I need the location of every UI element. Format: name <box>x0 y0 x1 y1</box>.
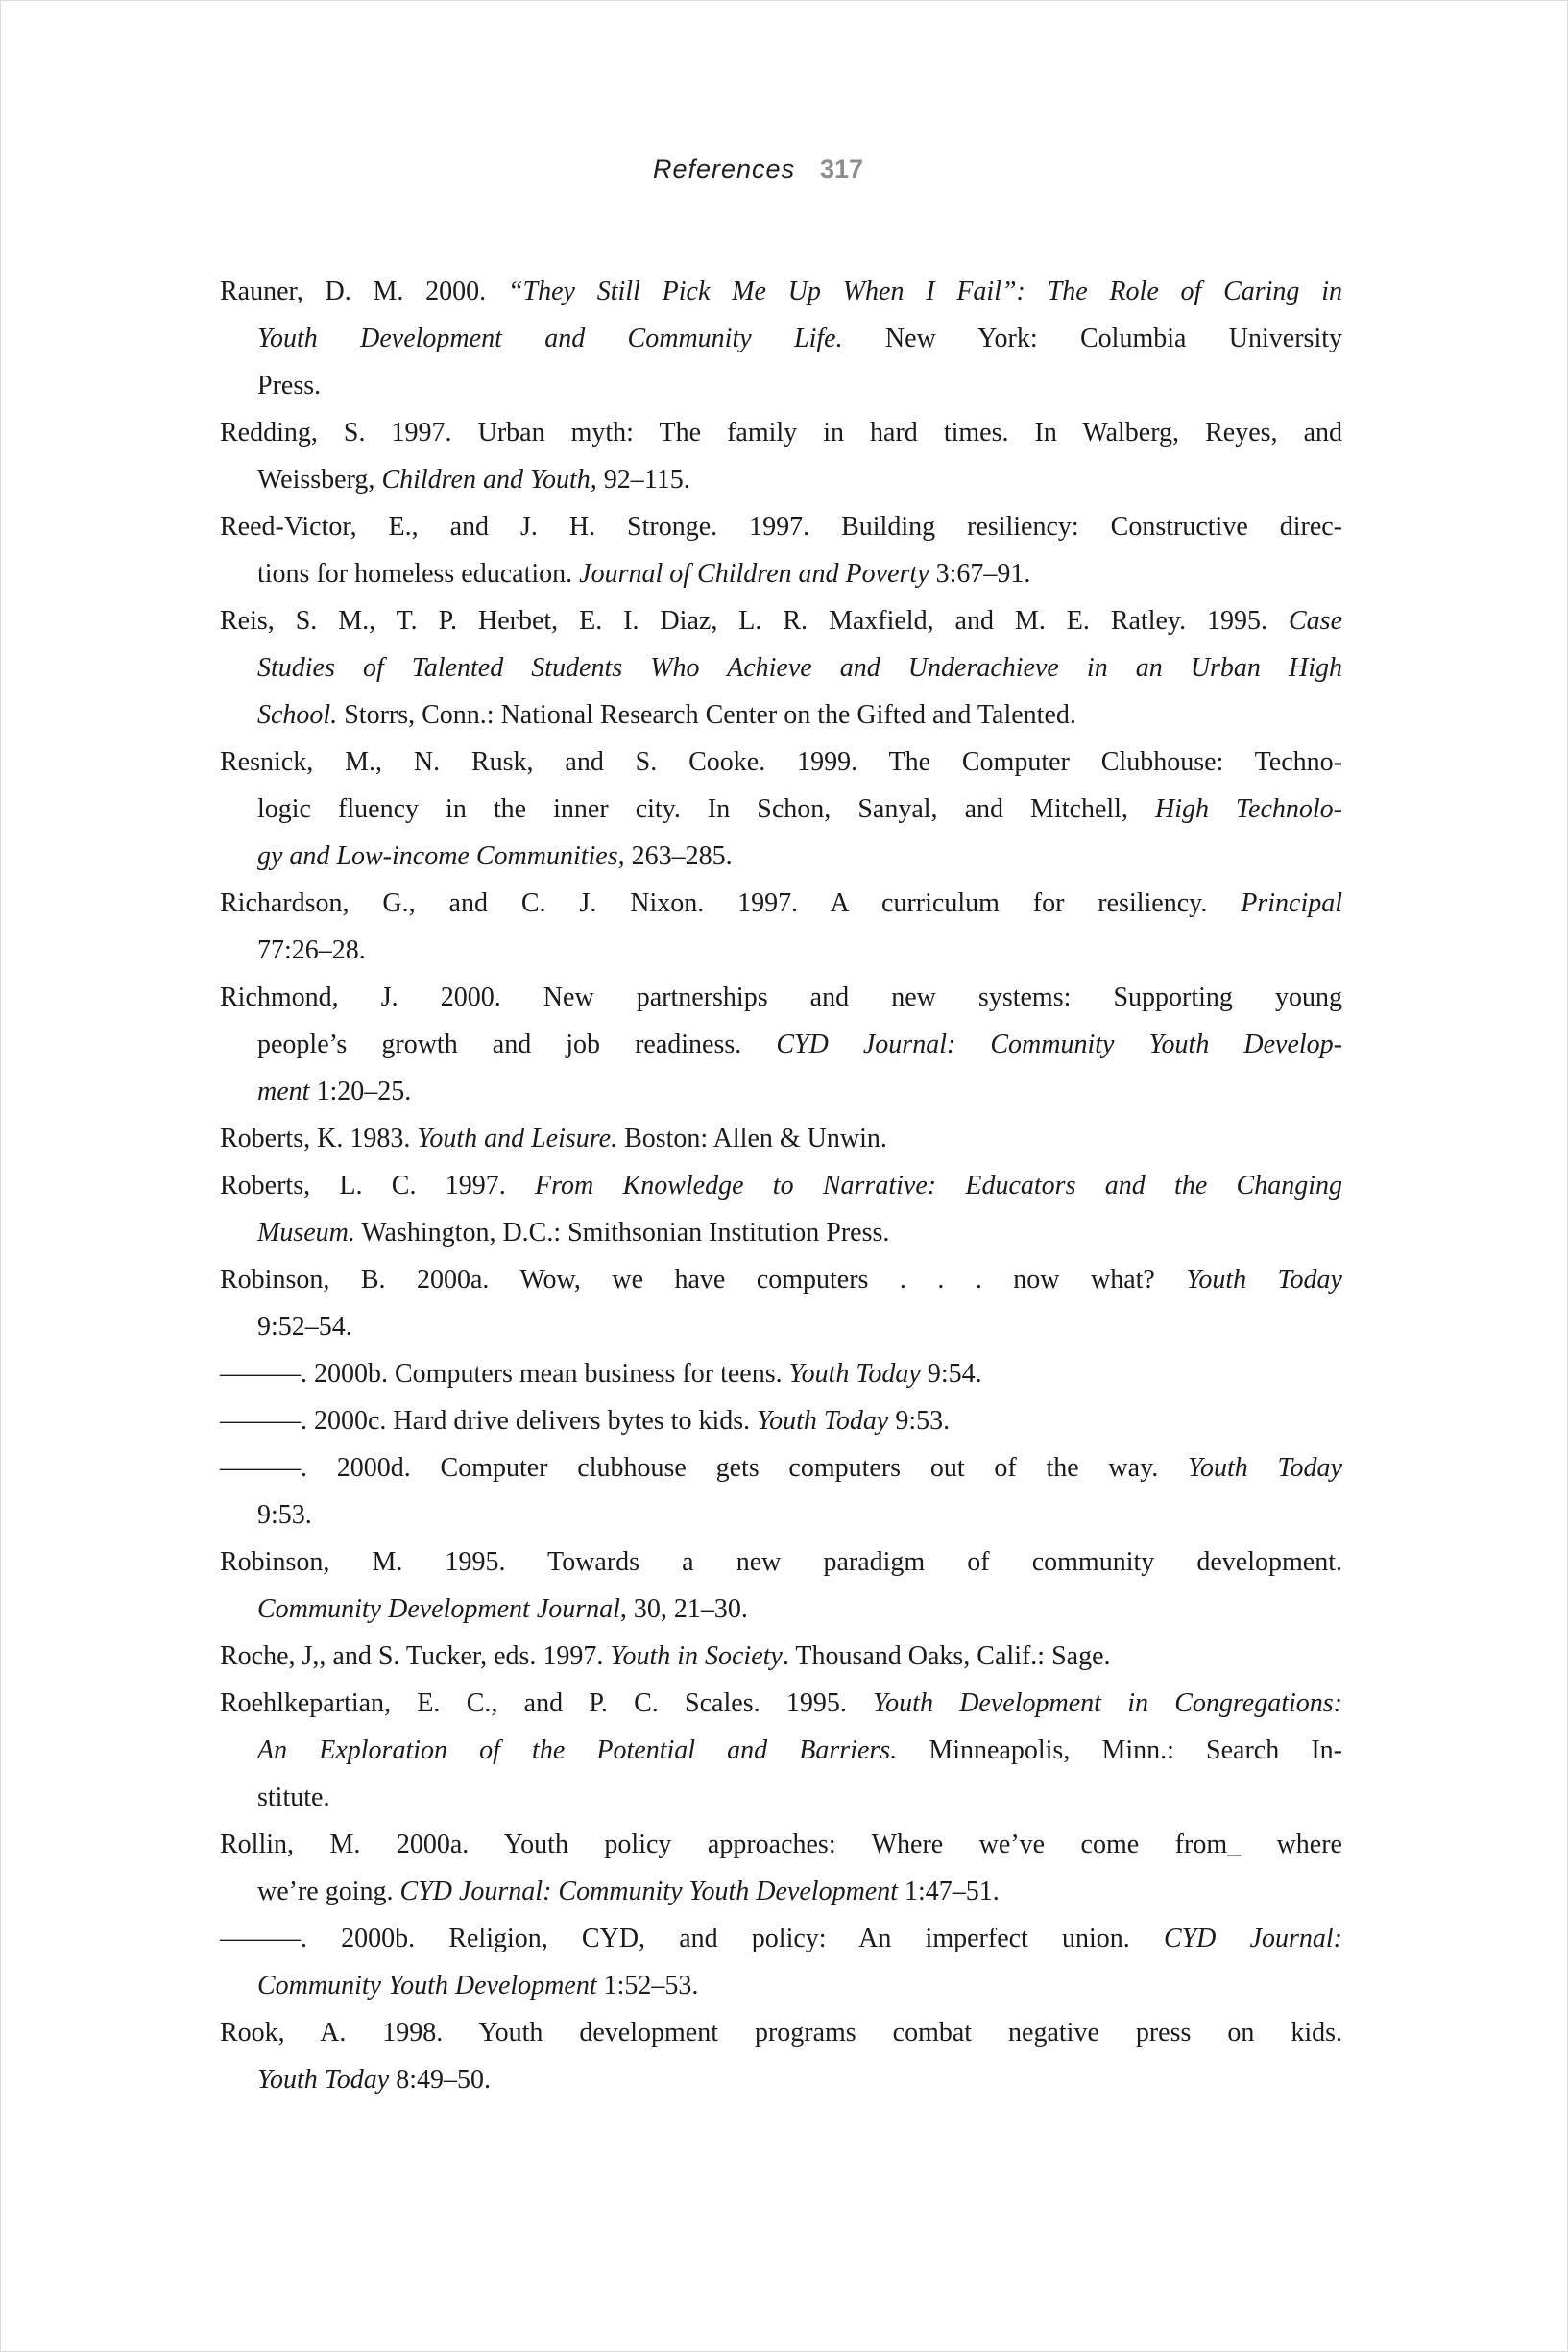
reference-line <box>220 1962 1342 2009</box>
plain-text: Richardson, G., and C. J. Nixon. 1997. A curriculum for resiliency. <box>220 888 1242 918</box>
reference-entry <box>220 1915 1342 2009</box>
italic-text: Youth Development in Congregations: <box>873 1688 1342 1718</box>
reference-line <box>220 739 1342 786</box>
plain-text: 1:20–25. <box>309 1077 412 1106</box>
reference-line <box>220 1586 1342 1633</box>
plain-text: Roche, J,, and S. Tucker, eds. 1997. <box>220 1641 611 1671</box>
plain-text: Roberts, K. 1983. <box>220 1124 418 1153</box>
plain-text: ———. 2000c. Hard drive delivers bytes to kids. <box>220 1406 758 1436</box>
italic-text: Journal of Children and Poverty <box>579 559 929 589</box>
italic-text: Youth Today <box>1188 1453 1342 1483</box>
italic-text: Youth and Leisure. <box>417 1124 618 1153</box>
plain-text: Boston: Allen & Unwin. <box>617 1124 887 1153</box>
reference-entry <box>220 1633 1342 1680</box>
italic-text: Youth Today <box>788 1359 921 1389</box>
plain-text: tions for homeless education. <box>257 559 580 589</box>
reference-line <box>220 927 1342 974</box>
plain-text: 9:54. <box>920 1359 982 1389</box>
reference-line <box>220 268 1342 315</box>
plain-text: ———. 2000b. Computers mean business for teens. <box>220 1359 789 1389</box>
plain-text: 1:47–51. <box>898 1877 1000 1906</box>
italic-text: From Knowledge to Narrative: Educators and the Changing <box>535 1171 1342 1200</box>
reference-line <box>220 550 1342 597</box>
reference-entry <box>220 1539 1342 1633</box>
plain-text: Rook, A. 1998. Youth development programs combat negative press on kids. <box>220 2018 1342 2048</box>
italic-text: Youth in Society <box>610 1641 783 1671</box>
plain-text: Robinson, B. 2000a. Wow, we have computers . . . now what? <box>220 1265 1187 1295</box>
plain-text: Washington, D.C.: Smithsonian Institution Press. <box>354 1218 890 1248</box>
reference-entry <box>220 1444 1342 1539</box>
italic-text: High Technolo- <box>1154 794 1342 824</box>
plain-text: 8:49–50. <box>389 2065 491 2095</box>
reference-line <box>220 1021 1342 1068</box>
plain-text: we’re going. <box>257 1877 400 1906</box>
italic-text: CYD Journal: Community Youth Development <box>399 1877 899 1906</box>
reference-line <box>220 1633 1342 1680</box>
plain-text: Press. <box>257 371 322 400</box>
plain-text: ———. 2000b. Religion, CYD, and policy: An imperfect union. <box>220 1924 1164 1953</box>
italic-text: An Exploration of the Potential and Barriers. <box>257 1735 898 1765</box>
reference-line <box>220 880 1342 927</box>
plain-text: 1:52–53. <box>596 1971 699 2000</box>
italic-text: CYD Journal: Community Youth Develop- <box>776 1030 1342 1059</box>
plain-text: stitute. <box>257 1782 330 1812</box>
reference-line <box>220 409 1342 456</box>
plain-text: . Thousand Oaks, Calif.: Sage. <box>782 1641 1111 1671</box>
reference-line <box>220 456 1342 503</box>
reference-line <box>220 691 1342 739</box>
italic-text: Case <box>1289 606 1342 636</box>
italic-text: Youth Development and Community Life. <box>257 324 843 353</box>
reference-line <box>220 1115 1342 1162</box>
plain-text: Storrs, Conn.: National Research Center on the Gifted and Talented. <box>337 700 1076 730</box>
italic-text: Children and Youth, <box>381 465 597 495</box>
italic-text: CYD Journal: <box>1163 1924 1342 1953</box>
plain-text: people’s growth and job readiness. <box>257 1030 777 1059</box>
plain-text: Resnick, M., N. Rusk, and S. Cooke. 1999. The Computer Clubhouse: Techno- <box>220 747 1342 777</box>
reference-line <box>220 1868 1342 1915</box>
running-header-title: References <box>653 155 796 183</box>
reference-entry <box>220 1256 1342 1350</box>
plain-text: Reis, S. M., T. P. Herbet, E. I. Diaz, L. R. Maxfield, and M. E. Ratley. 1995. <box>220 606 1289 636</box>
reference-entry <box>220 1821 1342 1915</box>
reference-line <box>220 1209 1342 1256</box>
reference-line <box>220 1680 1342 1727</box>
reference-entry <box>220 1397 1342 1444</box>
italic-text: Youth Today <box>1186 1265 1342 1295</box>
reference-line <box>220 644 1342 691</box>
page-number: 317 <box>820 155 864 183</box>
italic-text: Community Development Journal <box>257 1594 620 1624</box>
plain-text: ———. 2000d. Computer clubhouse gets computers out of the way. <box>220 1453 1189 1483</box>
plain-text: logic fluency in the inner city. In Schon, Sanyal, and Mitchell, <box>257 794 1155 824</box>
references-list <box>220 268 1342 2103</box>
reference-line <box>220 1444 1342 1491</box>
reference-entry <box>220 1350 1342 1397</box>
reference-entry <box>220 597 1342 739</box>
reference-line <box>220 2056 1342 2103</box>
reference-line <box>220 833 1342 880</box>
plain-text: Roberts, L. C. 1997. <box>220 1171 536 1200</box>
reference-line <box>220 315 1342 362</box>
plain-text: 9:53. <box>888 1406 951 1436</box>
reference-line <box>220 597 1342 644</box>
plain-text: Weissberg, <box>257 465 382 495</box>
reference-line <box>220 362 1342 409</box>
reference-line <box>220 1727 1342 1774</box>
reference-line <box>220 1397 1342 1444</box>
reference-line <box>220 1821 1342 1868</box>
plain-text: 92–115. <box>596 465 690 495</box>
reference-line <box>220 1303 1342 1350</box>
reference-entry <box>220 1115 1342 1162</box>
reference-entry <box>220 1162 1342 1256</box>
italic-text: Studies of Talented Students Who Achieve and Underachieve in an Urban High <box>257 653 1342 683</box>
plain-text: New York: Columbia University <box>842 324 1342 353</box>
plain-text: , 30, 21–30. <box>619 1594 748 1624</box>
reference-line <box>220 503 1342 550</box>
reference-entry <box>220 974 1342 1115</box>
italic-text: Youth Today <box>257 2065 390 2095</box>
reference-entry <box>220 268 1342 409</box>
reference-line <box>220 1915 1342 1962</box>
reference-entry <box>220 880 1342 974</box>
reference-line <box>220 1491 1342 1539</box>
plain-text: 3:67–91. <box>929 559 1031 589</box>
plain-text: Rauner, D. M. 2000. <box>220 277 508 306</box>
reference-entry <box>220 1680 1342 1821</box>
reference-line <box>220 1162 1342 1209</box>
reference-entry <box>220 503 1342 597</box>
reference-line <box>220 1256 1342 1303</box>
plain-text: Minneapolis, Minn.: Search In- <box>897 1735 1342 1765</box>
plain-text: 77:26–28. <box>257 935 366 965</box>
reference-line <box>220 1539 1342 1586</box>
plain-text: Robinson, M. 1995. Towards a new paradigm of community development. <box>220 1547 1342 1577</box>
italic-text: Principal <box>1241 888 1342 918</box>
italic-text: “They Still Pick Me Up When I Fail”: The Role of Caring in <box>507 277 1342 306</box>
reference-line <box>220 1774 1342 1821</box>
plain-text: Reed-Victor, E., and J. H. Stronge. 1997. Building resiliency: Constructive direc- <box>220 512 1342 542</box>
plain-text: 263–285. <box>624 841 733 871</box>
italic-text: Community Youth Development <box>257 1971 597 2000</box>
italic-text: Museum. <box>257 1218 355 1248</box>
reference-entry <box>220 739 1342 880</box>
reference-entry <box>220 409 1342 503</box>
reference-line <box>220 786 1342 833</box>
reference-line <box>220 1068 1342 1115</box>
plain-text: Rollin, M. 2000a. Youth policy approaches: Where we’ve come from_ where <box>220 1830 1342 1859</box>
plain-text: Richmond, J. 2000. New partnerships and new systems: Supporting young <box>220 982 1342 1012</box>
reference-entry <box>220 2009 1342 2103</box>
reference-line <box>220 2009 1342 2056</box>
reference-line <box>220 1350 1342 1397</box>
plain-text: 9:52–54. <box>257 1312 352 1342</box>
italic-text: gy and Low-income Communities, <box>257 841 625 871</box>
italic-text: Youth Today <box>757 1406 889 1436</box>
plain-text: Roehlkepartian, E. C., and P. C. Scales. 1995. <box>220 1688 874 1718</box>
reference-line <box>220 974 1342 1021</box>
plain-text: 9:53. <box>257 1500 312 1530</box>
italic-text: ment <box>257 1077 310 1106</box>
plain-text: Redding, S. 1997. Urban myth: The family in hard times. In Walberg, Reyes, and <box>220 418 1342 448</box>
italic-text: School. <box>257 700 338 730</box>
